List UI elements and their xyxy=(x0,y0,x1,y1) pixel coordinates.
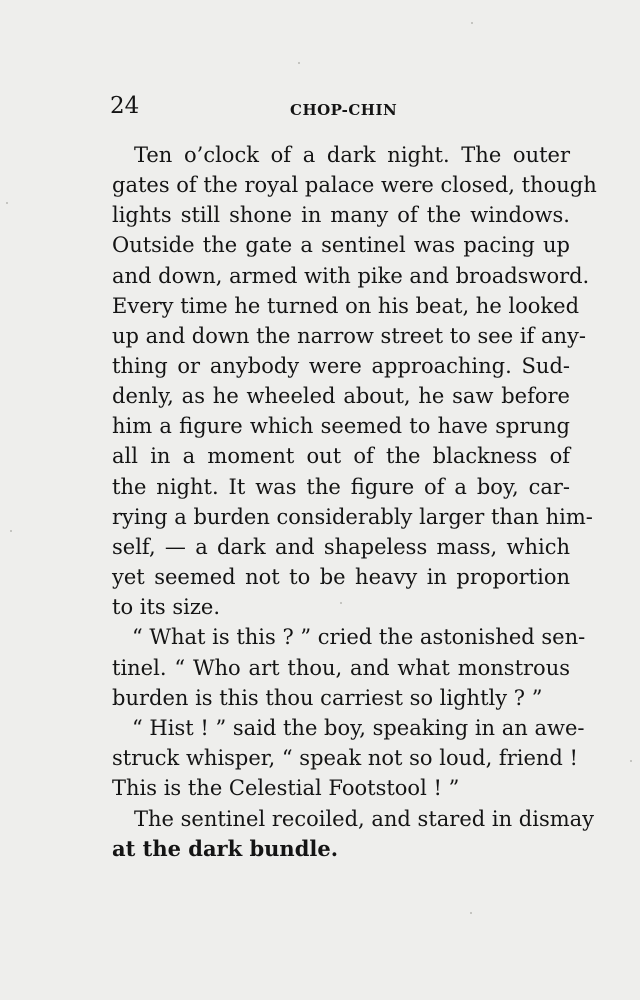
text-line: Every time he turned on his beat, he looked xyxy=(112,294,580,318)
running-head: CHOP-CHIN xyxy=(290,101,398,119)
text-line: yet seemed not to be heavy in proportion xyxy=(112,565,570,589)
paper-speck xyxy=(6,202,8,204)
text-line: “ What is this ? ” cried the astonished sen- xyxy=(132,625,586,649)
page-number: 24 xyxy=(110,93,140,119)
text-line: “ Hist ! ” said the boy, speaking in an awe- xyxy=(132,716,585,740)
text-line: struck whisper, “ speak not so loud, friend ! xyxy=(112,746,578,770)
text-line: gates of the royal palace were closed, though xyxy=(112,173,597,197)
text-line: Ten o’clock of a dark night. The outer xyxy=(134,143,570,167)
text-line: Outside the gate a sentinel was pacing up xyxy=(112,233,570,257)
paper-speck xyxy=(471,22,473,24)
text-line: tinel. “ Who art thou, and what monstrous xyxy=(112,656,570,680)
text-line: self, — a dark and shapeless mass, which xyxy=(112,535,570,559)
text-line: and down, armed with pike and broadsword. xyxy=(112,264,590,288)
text-line: the night. It was the figure of a boy, car- xyxy=(112,475,570,499)
text-line: thing or anybody were approaching. Sud- xyxy=(112,354,570,378)
paper-speck xyxy=(10,530,12,532)
text-line: him a figure which seemed to have sprung xyxy=(112,414,570,438)
text-line: burden is this thou carriest so lightly ? ” xyxy=(112,686,543,710)
text-line: This is the Celestial Footstool ! ” xyxy=(112,776,460,800)
text-line: The sentinel recoiled, and stared in dismay xyxy=(134,807,595,831)
text-line: rying a burden considerably larger than him- xyxy=(112,505,593,529)
text-line: all in a moment out of the blackness of xyxy=(112,444,570,468)
text-line: at the dark bundle. xyxy=(112,836,339,861)
paper-speck xyxy=(630,760,632,762)
text-line: denly, as he wheeled about, he saw before xyxy=(112,384,570,408)
text-line: up and down the narrow street to see if any- xyxy=(112,324,587,348)
paper-speck xyxy=(470,912,472,914)
text-line: lights still shone in many of the windows. xyxy=(112,203,570,227)
text-line: to its size. xyxy=(112,595,221,619)
paper-speck xyxy=(298,62,300,64)
paper-speck xyxy=(340,602,342,604)
